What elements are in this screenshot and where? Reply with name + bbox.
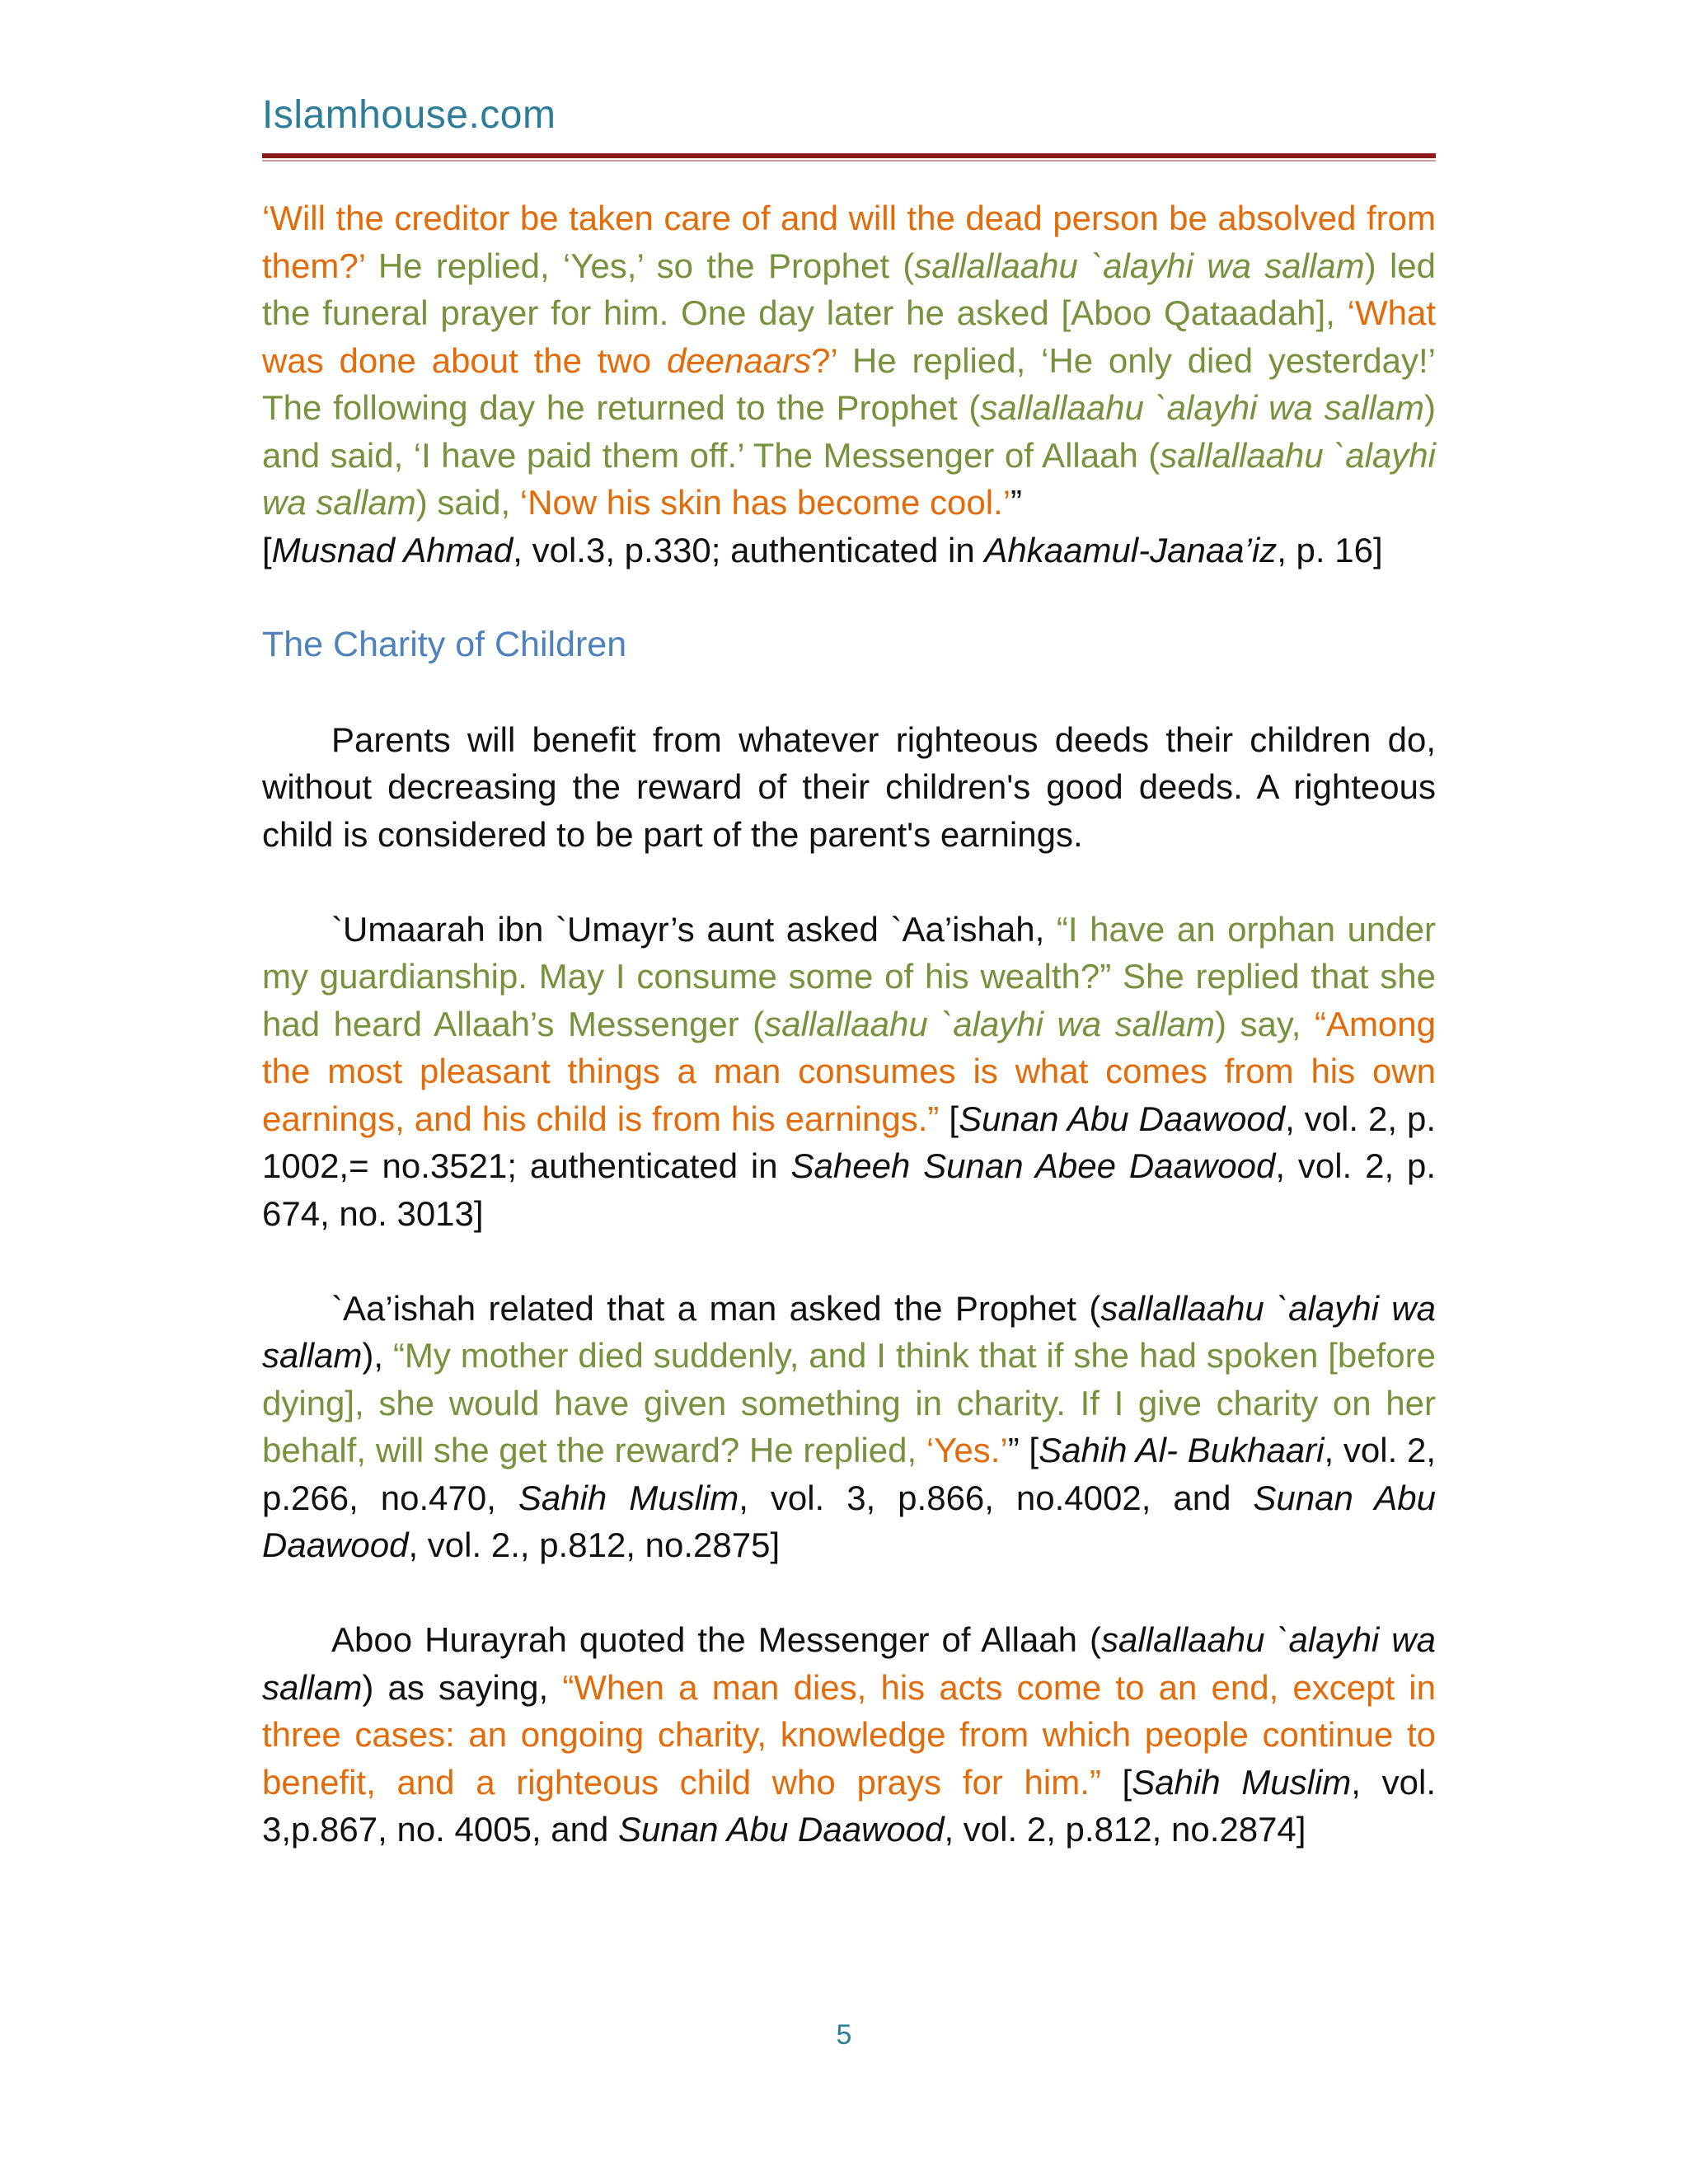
section-heading: The Charity of Children bbox=[262, 624, 627, 664]
citation-source: Sahih Muslim bbox=[1132, 1762, 1352, 1802]
honorific-segment: sallallaahu `alayhi wa sallam bbox=[262, 1288, 1436, 1375]
paragraph-parents: Parents will benefit from whatever righteous deeds their children do, without decreasing the reward of their children's good deeds. A righteous child is considered to be part of the parent's earnings. bbox=[262, 719, 1436, 854]
citation-segment: , vol. 2, p.812, no.2874] bbox=[944, 1810, 1306, 1849]
citation-source: Ahkaamul-Janaa’iz bbox=[984, 530, 1278, 569]
honorific-segment: sallallaahu `alayhi wa sallam bbox=[914, 246, 1365, 285]
narrative-segment: ) as saying, bbox=[362, 1667, 563, 1707]
citation-source: Sunan Abu Daawood bbox=[262, 1478, 1437, 1564]
citation-segment: , vol. 3, p.866, no.4002, and bbox=[738, 1478, 1254, 1517]
honorific-segment: sallallaahu `alayhi wa sallam bbox=[764, 1004, 1216, 1043]
page-number: 5 bbox=[836, 2019, 852, 2050]
citation-source: Sunan Abu Daawood bbox=[959, 1099, 1286, 1138]
narrative-segment: He replied, ‘Yes,’ so the Prophet ( bbox=[364, 246, 915, 285]
honorific-segment: sallallaahu `alayhi wa sallam bbox=[980, 388, 1424, 427]
paragraph-three-cases bbox=[262, 1616, 1436, 1854]
quote-italic-segment: deenaars bbox=[666, 340, 812, 380]
honorific-segment: sallallaahu `alayhi wa sallam bbox=[262, 435, 1436, 522]
citation-source: Sunan Abu Daawood bbox=[618, 1810, 945, 1849]
header-rule bbox=[262, 153, 1436, 158]
citation-segment: [ bbox=[262, 530, 272, 569]
quote-segment: ‘Will the creditor be taken care of and will the dead person be absolved from them?’ bbox=[262, 199, 1436, 285]
narrative-segment: ) led the funeral prayer for him. One day later he asked [Aboo Qataadah], bbox=[262, 246, 1437, 332]
citation-segment: , vol. 2., p.812, no.2875] bbox=[408, 1526, 781, 1564]
narrative-segment: `Aa’ishah related that a man asked the Prophet ( bbox=[331, 1288, 1101, 1328]
paragraph-continuation bbox=[262, 194, 1436, 574]
closing-quote: ” bbox=[1010, 483, 1023, 522]
header-rule-shadow bbox=[262, 160, 1436, 162]
narrative-segment: ), bbox=[362, 1336, 393, 1375]
quote-segment: ?’ bbox=[811, 340, 837, 380]
honorific-segment: sallallaahu `alayhi wa sallam bbox=[262, 1620, 1436, 1707]
citation-segment: , vol. 2, p. 1002,= no.3521; authenticated in bbox=[262, 1099, 1437, 1185]
quote-segment: ‘Now his skin has become cool.’ bbox=[519, 483, 1011, 522]
quote-segment: “My mother died suddenly, and I think that if she had spoken [before dying], she would have given something in charity. If I give charity on her behalf, will she get the reward? He replied, bbox=[262, 1336, 1437, 1469]
quote-segment: “When a man dies, his acts come to an end, except in three cases: an ongoing charity, knowledge from which people continue to benefit, and a righteous child who prays for him.” bbox=[262, 1667, 1436, 1802]
citation-segment: , vol. 2, p.266, no.470, bbox=[262, 1431, 1436, 1517]
citation-segment: [ bbox=[1019, 1431, 1039, 1469]
page-content bbox=[262, 194, 1436, 1854]
citation-source: Saheeh Sunan Abee Daawood bbox=[790, 1146, 1276, 1185]
narrative-segment: ) and said, ‘I have paid them off.’ The Messenger of Allaah ( bbox=[262, 388, 1436, 475]
narrative-segment: ) say, bbox=[1215, 1004, 1315, 1043]
narrative-segment: ) said, bbox=[415, 483, 520, 522]
citation-source: Sahih Muslim bbox=[518, 1478, 739, 1517]
citation-segment: , vol. 3,p.867, no. 4005, and bbox=[262, 1762, 1436, 1849]
site-header-title: Islamhouse.com bbox=[262, 93, 556, 137]
narrative-segment: Aboo Hurayrah quoted the Messenger of Allaah ( bbox=[331, 1620, 1102, 1659]
quote-segment: ‘Yes.’ bbox=[926, 1431, 1008, 1469]
citation-segment: , vol.3, p.330; authenticated in bbox=[513, 530, 985, 569]
narrative-segment: `Umaarah ibn `Umayr’s aunt asked `Aa’ishah, bbox=[331, 909, 1057, 949]
closing-quote: ” bbox=[1007, 1431, 1020, 1469]
citation-segment: [ bbox=[1100, 1762, 1132, 1802]
citation-segment: [ bbox=[939, 1099, 959, 1138]
citation-source: Sahih Al- Bukhaari bbox=[1039, 1431, 1325, 1469]
quote-segment: “I have an orphan under my guardianship. May I consume some of his wealth?” She replied that she had heard Allaah’s Messenger ( bbox=[262, 909, 1436, 1043]
quote-segment: “Among the most pleasant things a man consumes is what comes from his own earnings, and his child is from his earnings.” bbox=[262, 1004, 1436, 1138]
narrative-segment: He replied, ‘He only died yesterday!’ The following day he returned to the Prophet ( bbox=[262, 340, 1436, 427]
citation-segment: , p. 16] bbox=[1277, 530, 1383, 569]
quote-segment: ‘What was done about the two bbox=[262, 293, 1436, 380]
paragraph-mother-charity bbox=[262, 1285, 1436, 1569]
citation-source: Musnad Ahmad bbox=[271, 530, 513, 569]
citation-segment: , vol. 2, p. 674, no. 3013] bbox=[262, 1146, 1437, 1233]
paragraph-orphan bbox=[262, 906, 1436, 1238]
